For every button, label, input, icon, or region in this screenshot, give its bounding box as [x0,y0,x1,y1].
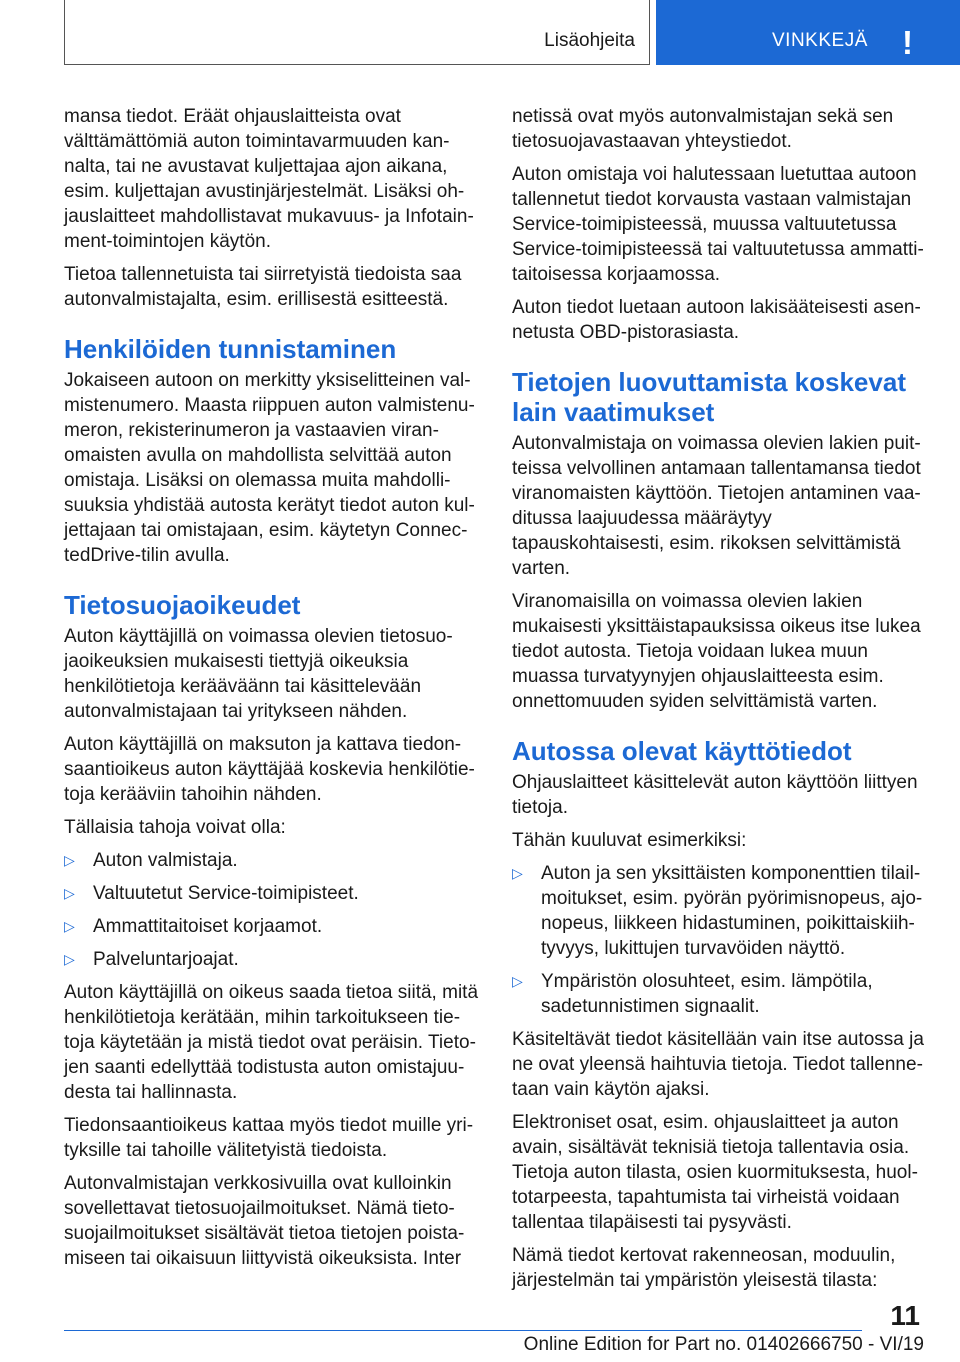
header-section-box [64,0,650,65]
paragraph: netissä ovat myös autonvalmistajan sekä sen tietosuojavastaavan yhteystiedot. [512,106,894,152]
right-column [512,104,924,1301]
section-heading: Tietosuojaoikeudet [64,590,301,620]
paragraph: Auton käyttäjillä on oikeus saada tietoa siitä, mitä henkilötietoja kerätään, mihin tarkoitukseen tietoja käytetään ja mistä tiedot ovat peräisin. Tietojen saanti edellyttää todistusta auton omistajuudesta tai hallinnasta. [64,982,479,1103]
footer-divider [64,1330,862,1331]
bullet-list [512,861,924,1019]
triangle-bullet-icon: ▷ [512,973,523,989]
triangle-bullet-icon: ▷ [64,951,75,967]
page-number: 11 [890,1300,920,1331]
list-item-text: Ympäristön olosuhteet, esim. lämpötila, sadetunnistimen signaalit. [541,971,873,1017]
list-item [64,881,479,906]
header-section-title: Lisäohjeita [544,30,635,51]
list-item-text: Auton ja sen yksittäisten komponenttien tilailmoitukset, esim. pyörän pyörimisnopeus, ajonopeus, liikkeen hidastuminen, poikittaiskiihtyvyys, lukittujen turvavöiden näyttö. [541,863,923,959]
exclamation-icon: ! [902,24,913,61]
paragraph: Tietoa tallennetuista tai siirretyistä tiedoista saa autonvalmistajalta, esim. erillisestä esitteestä. [64,264,462,310]
paragraph: Viranomaisilla on voimassa olevien lakien mukaisesti yksittäistapauksissa oikeus itse lukea tiedot autosta. Tietoja voidaan lukea muun muassa turvatyynyjen ohjauslaitteesta esim. onnettomuuden syiden selvittämistä varten. [512,591,921,712]
list-item [512,969,924,1019]
paragraph: Elektroniset osat, esim. ohjauslaitteet ja auton avain, sisältävät teknisiä tietoja tallentavia osia. Tietoja auton tilasta, osien kuormituksesta, huoltotarpeesta, tapahtumista tai virheistä voidaan tallentaa tilapäisesti tai pysyvästi. [512,1112,918,1233]
triangle-bullet-icon: ▷ [64,852,75,868]
bullet-list [64,848,479,972]
triangle-bullet-icon: ▷ [512,865,523,881]
list-item [64,848,479,873]
paragraph: Nämä tiedot kertovat rakenneosan, moduulin, järjestelmän tai ympäristön yleisestä tilasta: [512,1245,896,1291]
paragraph: mansa tiedot. Eräät ohjauslaitteista ovat välttämättömiä auton toimintavarmuuden kannalta, tai ne avustavat kuljettajaa ajon aikana, esim. kuljettajan avustinjärjestelmät. Lisäksi ohjauslaitteet mahdollistavat mukavuus- ja Infotainment-toimintojen käytön. [64,106,474,252]
paragraph: Käsiteltävät tiedot käsitellään vain itse autossa ja ne ovat yleensä haihtuvia tietoja. Tiedot tallennetaan vain käytön ajaksi. [512,1029,924,1100]
section-heading: Henkilöiden tunnistaminen [64,334,397,364]
paragraph: Auton käyttäjillä on voimassa olevien tietosuojaoikeuksien mukaisesti tiettyjä oikeuksia henkilötietoja kerääväänn tai käsittelevään autonvalmistajaan tai yritykseen nähden. [64,626,453,722]
paragraph: Auton omistaja voi halutessaan luetuttaa autoon tallennetut tiedot korvausta vastaan valmistajan Service-toimipisteessä, muussa valtuutetussa Service-toimipisteessä tai valtuutetussa ammattitaitoisessa korjaamossa. [512,164,924,285]
header-chapter-title: VINKKEJÄ [772,30,868,51]
section-heading: Autossa olevat käyttötiedot [512,736,852,766]
header-chapter-tab [656,0,960,65]
paragraph: Jokaiseen autoon on merkitty yksiselitteinen valmistenumero. Maasta riippuen auton valmistenumeron, rekisterinumeron ja vastaavien viranomaisten avulla on mahdollista selvittää auton omistaja. Lisäksi on olemassa muita mahdollisuuksia yhdistää autosta kerätyt tiedot auton kuljettajaan tai omistajaan, esim. käytetyn ConnectedDrive-tilin avulla. [64,370,475,566]
list-item-text: Ammattitaitoiset korjaamot. [93,916,323,937]
triangle-bullet-icon: ▷ [64,918,75,934]
paragraph: Auton tiedot luetaan autoon lakisääteisesti asennetusta OBD-pistorasiasta. [512,297,921,343]
paragraph: Auton käyttäjillä on maksuton ja kattava tiedonsaantioikeus auton käyttäjää koskevia henkilötietoja kerääviin tahoihin nähden. [64,734,475,805]
left-column [64,104,479,1279]
paragraph: Tiedonsaantioikeus kattaa myös tiedot muille yrityksille tai tahoille välitetyistä tiedoista. [64,1115,474,1161]
paragraph: Autonvalmistajan verkkosivuilla ovat kulloinkin sovellettavat tietosuojailmoitukset. Nämä tietosuojailmoitukset sisältävät tietoa tietojen poistamiseen tai oikaisuun liittyvistä oikeuksista. Inter [64,1173,465,1269]
list-item [64,947,479,972]
triangle-bullet-icon: ▷ [64,885,75,901]
paragraph: Tähän kuuluvat esimerkiksi: [512,830,747,851]
list-item-text: Valtuutetut Service-toimipisteet. [93,883,359,904]
list-item-text: Palveluntarjoajat. [93,949,239,970]
section-heading: Tietojen luovuttamista koskevat lain vaatimukset [512,367,906,427]
list-item-text: Auton valmistaja. [93,850,238,871]
paragraph: Autonvalmistaja on voimassa olevien lakien puitteissa velvollinen antamaan tallentamansa tiedot viranomaisten käyttöön. Tietojen antaminen vaaditussa laajuudessa määräytyy tapauskohtaisesti, esim. rikoksen selvittämistä varten. [512,433,921,579]
list-item [512,861,924,961]
paragraph: Tällaisia tahoja voivat olla: [64,817,286,838]
footer-edition-text: Online Edition for Part no. 01402666750 - VI/19 [523,1334,924,1355]
list-item [64,914,479,939]
paragraph: Ohjauslaitteet käsittelevät auton käyttöön liittyen tietoja. [512,772,918,818]
